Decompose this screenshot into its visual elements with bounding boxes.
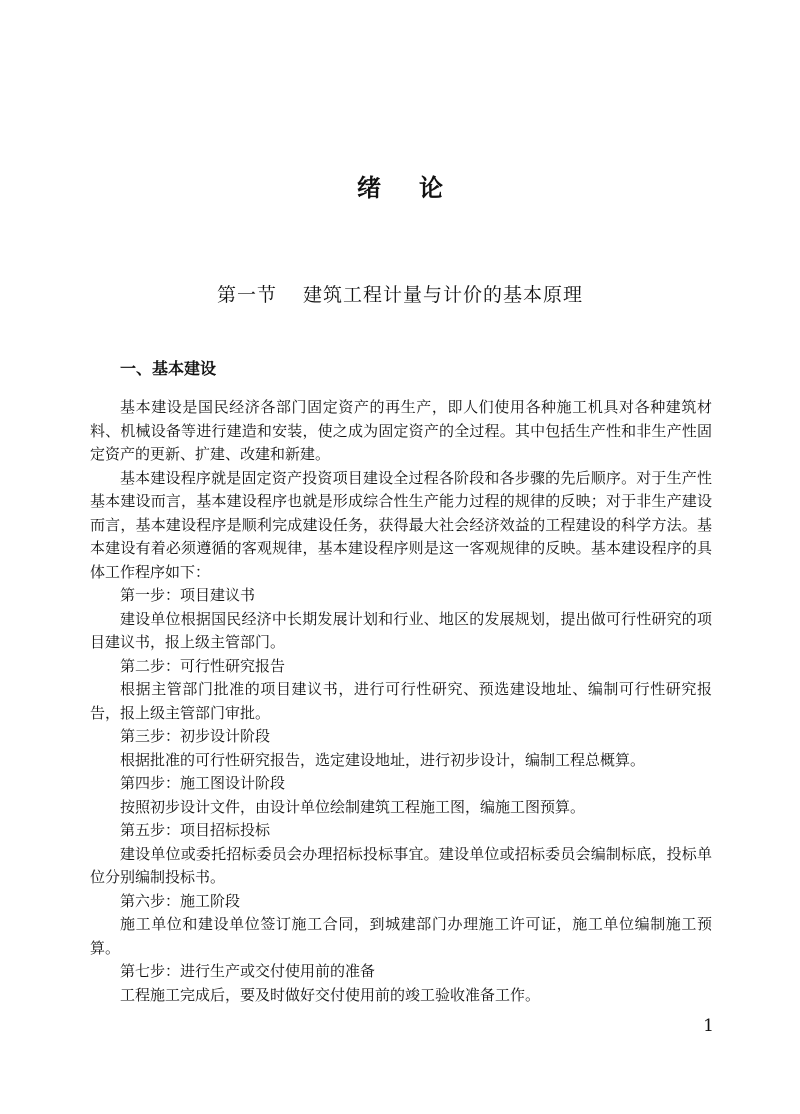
body-text: [90, 396, 712, 1007]
paragraph: 按照初步设计文件，由设计单位绘制建筑工程施工图，编施工图预算。: [120, 797, 586, 816]
step-heading: 第三步：初步设计阶段: [120, 727, 271, 745]
chapter-title-part1: 绪: [357, 174, 419, 202]
section-number: 第一节: [216, 284, 277, 306]
chapter-title-part2: 论: [419, 174, 481, 202]
paragraph: 根据主管部门批准的项目建议书，进行可行性研究、预选建设地址、编制可行性研究报告，报上级主管部门审批。: [90, 680, 712, 722]
paragraph: 建设单位或委托招标委员会办理招标投标事宜。建设单位或招标委员会编制标底，投标单位分别编制投标书。: [90, 844, 712, 886]
step-heading: 第七步：进行生产或交付使用前的准备: [120, 962, 376, 980]
step-heading: 第二步：可行性研究报告: [120, 656, 286, 675]
step-heading: 第五步：项目招标投标: [120, 821, 271, 839]
paragraph: 基本建设程序就是固定资产投资项目建设全过程各阶段和各步骤的先后顺序。对于生产性基本建设而言，基本建设程序也就是形成综合性生产能力过程的规律的反映；对于非生产建设而言，基本建设程序是顺利完成建设任务，获得最大社会经济效益的工程建设的科学方法。基本建设有着必须遵循的客观规律，基本建设程序则是这一客观规律的反映。基本建设程序的具体工作程序如下：: [90, 468, 712, 581]
paragraph: 根据批准的可行性研究报告，选定建设地址，进行初步设计，编制工程总概算。: [120, 750, 646, 769]
chapter-title: [0, 168, 800, 208]
paragraph: 工程施工完成后，要及时做好交付使用前的竣工验收准备工作。: [120, 985, 541, 1004]
subsection-heading: 一、基本建设: [120, 359, 217, 378]
paragraph: 建设单位根据国民经济中长期发展计划和行业、地区的发展规划，提出做可行性研究的项目建议书，报上级主管部门。: [90, 609, 712, 651]
step-heading: 第一步：项目建议书: [120, 586, 256, 604]
section-title: [0, 280, 800, 310]
step-heading: 第四步：施工图设计阶段: [120, 774, 286, 792]
section-name: 建筑工程计量与计价的基本原理: [303, 284, 584, 306]
paragraph: 施工单位和建设单位签订施工合同，到城建部门办理施工许可证，施工单位编制施工预算。: [90, 915, 712, 957]
paragraph: 基本建设是国民经济各部门固定资产的再生产，即人们使用各种施工机具对各种建筑材料、机械设备等进行建造和安装，使之成为固定资产的全过程。其中包括生产性和非生产性固定资产的更新、扩建、改建和新建。: [90, 398, 712, 463]
step-heading: 第六步：施工阶段: [120, 891, 241, 910]
page-number: 1: [703, 1016, 714, 1036]
